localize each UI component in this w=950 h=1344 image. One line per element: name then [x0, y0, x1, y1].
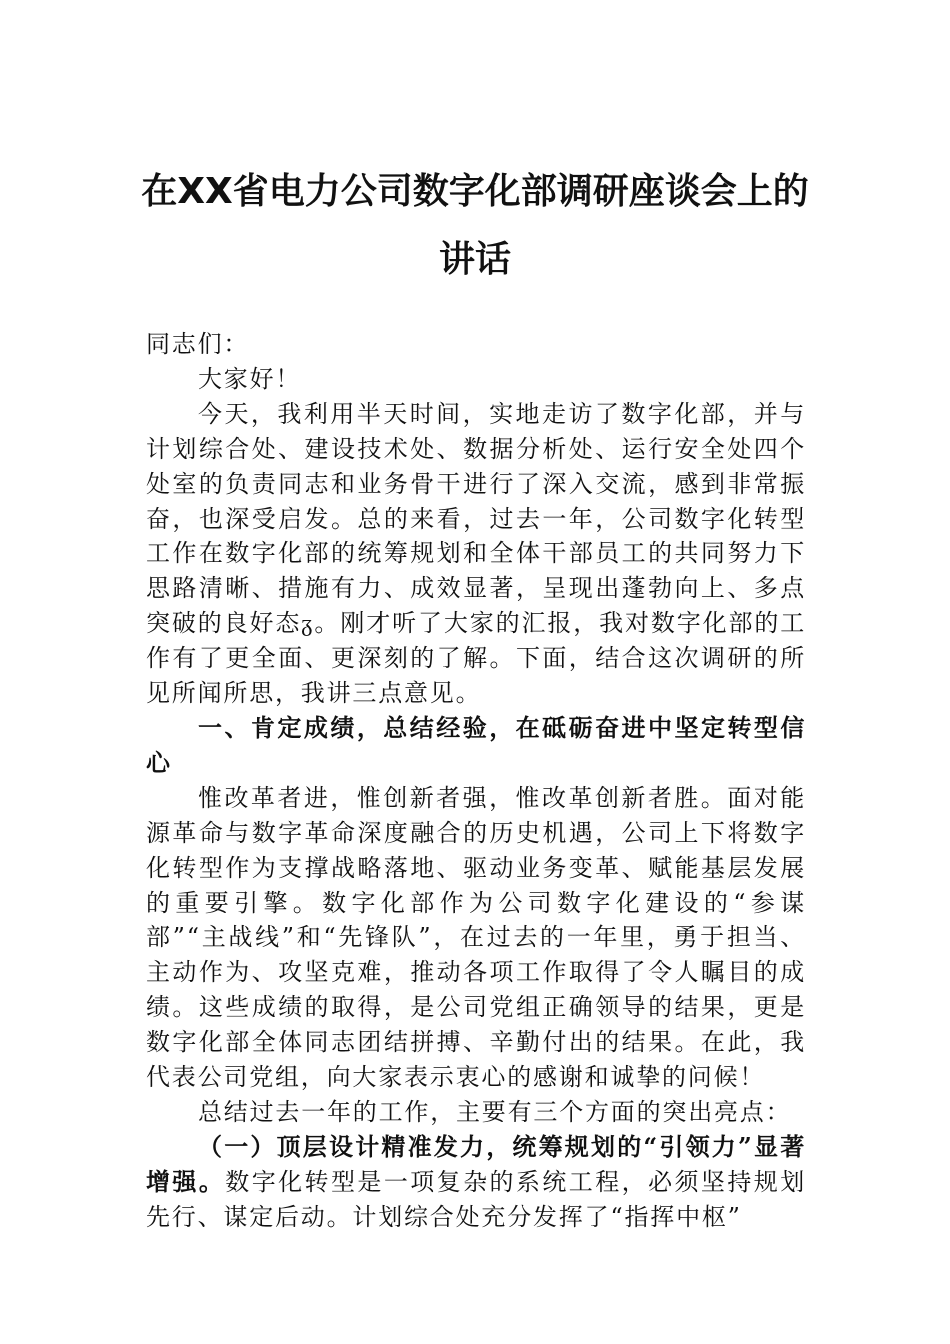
document-title-line-1: 在XX省电力公司数字化部调研座谈会上的	[141, 171, 809, 212]
greeting: 大家好！	[198, 364, 302, 393]
salutation: 同志们：	[146, 330, 250, 358]
subsection-1-paragraph	[146, 1130, 806, 1235]
document-title-line-2: 讲话	[438, 239, 511, 280]
section-1-paragraph: 惟改革者进，惟创新者强，惟改革创新者胜。面对能源革命与数字革命深度融合的历史机遇，公司上下将数字化转型作为支撑战略落地、驱动业务变革、赋能基层发展的重要引擎。数字化部作为公司数字化建设的“参谋部”“主战线”和“先锋队”，在过去的一年里，勇于担当、主动作为、攻坚克难，推动各项工作取得了令人瞩目的成绩。这些成绩的取得，是公司党组正确领导的结果，更是数字化部全体同志团结拼搏、辛勤付出的结果。在此，我代表公司党组，向大家表示衷心的感谢和诚挚的问候！	[146, 783, 806, 1092]
summary-paragraph: 总结过去一年的工作，主要有三个方面的突出亮点：	[198, 1097, 792, 1126]
document-body	[146, 327, 806, 1235]
section-1-heading: 一、肯定成绩，总结经验，在砥砺奋进中坚定转型信心	[146, 713, 806, 777]
subsection-1-heading: （一）顶层设计精准发力，统筹规划的“引领力”显著增强。	[146, 1131, 806, 1196]
subsection-1-text: 数字化转型是一项复杂的系统工程，必须坚持规划先行、谋定后动。计划综合处充分发挥了“指挥中枢”	[146, 1167, 806, 1231]
intro-paragraph: 今天，我利用半天时间，实地走访了数字化部，并与计划综合处、建设技术处、数据分析处、运行安全处四个处室的负责同志和业务骨干进行了深入交流，感到非常振奋，也深受启发。总的来看，过去一年，公司数字化转型工作在数字化部的统筹规划和全体干部员工的共同努力下思路清晰、措施有力、成效显著，呈现出蓬勃向上、多点突破的良好态ᵹ。刚才听了大家的汇报，我对数字化部的工作有了更全面、更深刻的了解。下面，结合这次调研的所见所闻所思，我讲三点意见。	[146, 399, 806, 708]
